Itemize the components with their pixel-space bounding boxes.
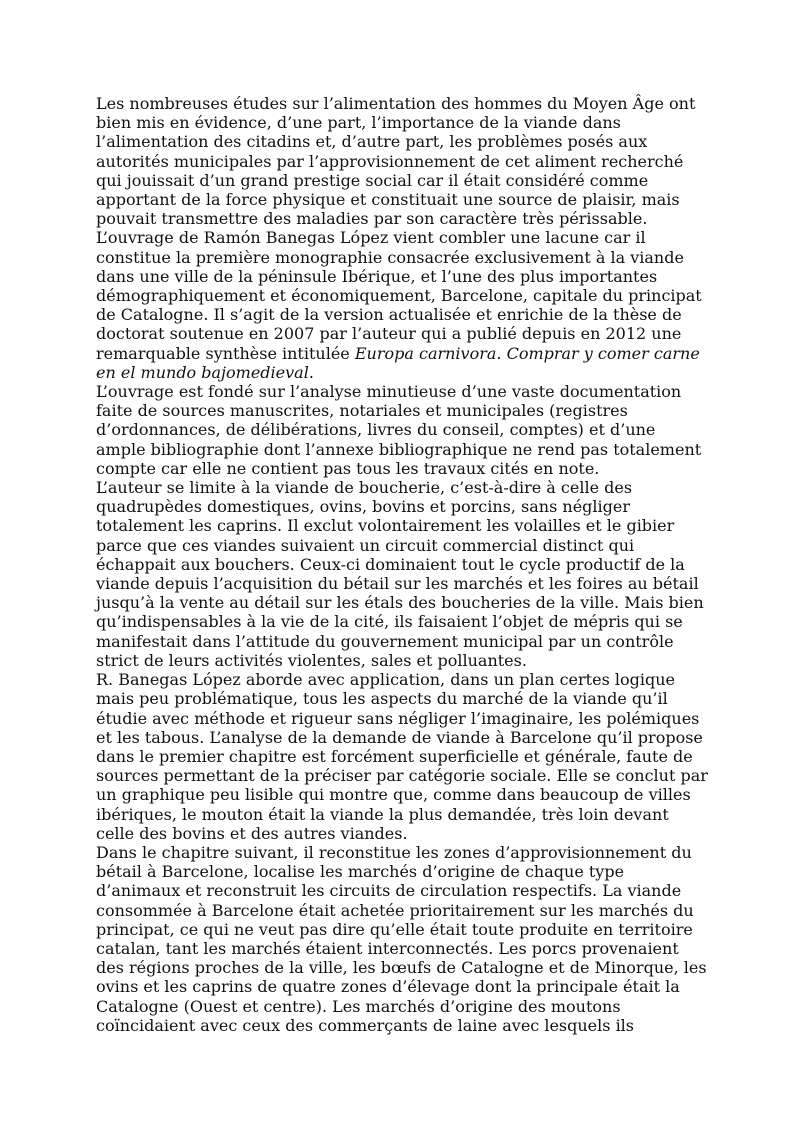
paragraph-text: L’ouvrage de Ramón Banegas López vient combler une lacune car il constitue la première monographie consacrée exclusivement à la viande dans une ville de la péninsule Ibérique, et l’une des plus importantes démographiquement et économiquement, Barcelone, capitale du principat de Catalogne. Il s’agit de la version actualisée et enrichie de la thèse de doctorat soutenue en 2007 par l’auteur qui a publié depuis en 2012 une remarquable synthèse intitulée bbox=[96, 228, 702, 363]
paragraph-text-end: . bbox=[308, 362, 314, 382]
document-body bbox=[96, 94, 708, 1035]
paragraph-sources: L’ouvrage est fondé sur l’analyse minutieuse d’une vaste documentation faite de sources manuscrites, notariales et municipales (registres d’ordonnances, de délibérations, livres du conseil, comptes) et d’une ample bibliographie dont l’annexe bibliographique ne rend pas totalement compte car elle ne contient pas tous les travaux cités en note. bbox=[96, 382, 702, 478]
paragraph-scope: L’auteur se limite à la viande de boucherie, c’est-à-dire à celle des quadrupèdes domestiques, ovins, bovins et porcins, sans négliger totalement les caprins. Il exclut volontairement les volailles et le gibier parce que ces viandes suivaient un circuit commercial distinct qui échappait aux bouchers. Ceux-ci dominaient tout le cycle productif de la viande depuis l’acquisition du bétail sur les marchés et les foires au bétail jusqu’à la vente au détail sur les étals des boucheries de la ville. Mais bien qu’indispensables à la vie de la cité, ils faisaient l’objet de mépris qui se manifestait dans l’attitude du gouvernement municipal par un contrôle strict de leurs activités violentes, sales et polluantes. bbox=[96, 478, 704, 670]
cited-book-title: Europa carnivora. Comprar y comer carne en el mundo bajomedieval bbox=[96, 343, 700, 382]
paragraph-book-presentation bbox=[96, 228, 708, 382]
paragraph-introduction: Les nombreuses études sur l’alimentation des hommes du Moyen Âge ont bien mis en évidence, d’une part, l’importance de la viande dans l’alimentation des citadins et, d’autre part, les problèmes posés aux autorités municipales par l’approvisionnement de cet aliment recherché qui jouissait d’un grand prestige social car il était considéré comme apportant de la force physique et constituait une source de plaisir, mais pouvait transmettre des maladies par son caractère très périssable. bbox=[96, 94, 696, 229]
paragraph-demand-analysis: R. Banegas López aborde avec application, dans un plan certes logique mais peu problématique, tous les aspects du marché de la viande qu’il étudie avec méthode et rigueur sans négliger l’imaginaire, les polémiques et les tabous. L’analyse de la demande de viande à Barcelone qu’il propose dans le premier chapitre est forcément superficielle et générale, faute de sources permettant de la préciser par catégorie sociale. Elle se conclut par un graphique peu lisible qui montre que, comme dans beaucoup de villes ibériques, le mouton était la viande la plus demandée, très loin devant celle des bovins et des autres viandes. bbox=[96, 670, 708, 843]
paragraph-supply-zones: Dans le chapitre suivant, il reconstitue les zones d’approvisionnement du bétail à Barcelone, localise les marchés d’origine de chaque type d’animaux et reconstruit les circuits de circulation respectifs. La viande consommée à Barcelone était achetée prioritairement sur les marchés du principat, ce qui ne veut pas dire qu’elle était toute produite en territoire catalan, tant les marchés étaient interconnectés. Les porcs provenaient des régions proches de la ville, les bœufs de Catalogne et de Minorque, les ovins et les caprins de quatre zones d’élevage dont la principale était la Catalogne (Ouest et centre). Les marchés d’origine des moutons coïncidaient avec ceux des commerçants de laine avec lesquels ils bbox=[96, 842, 707, 1035]
